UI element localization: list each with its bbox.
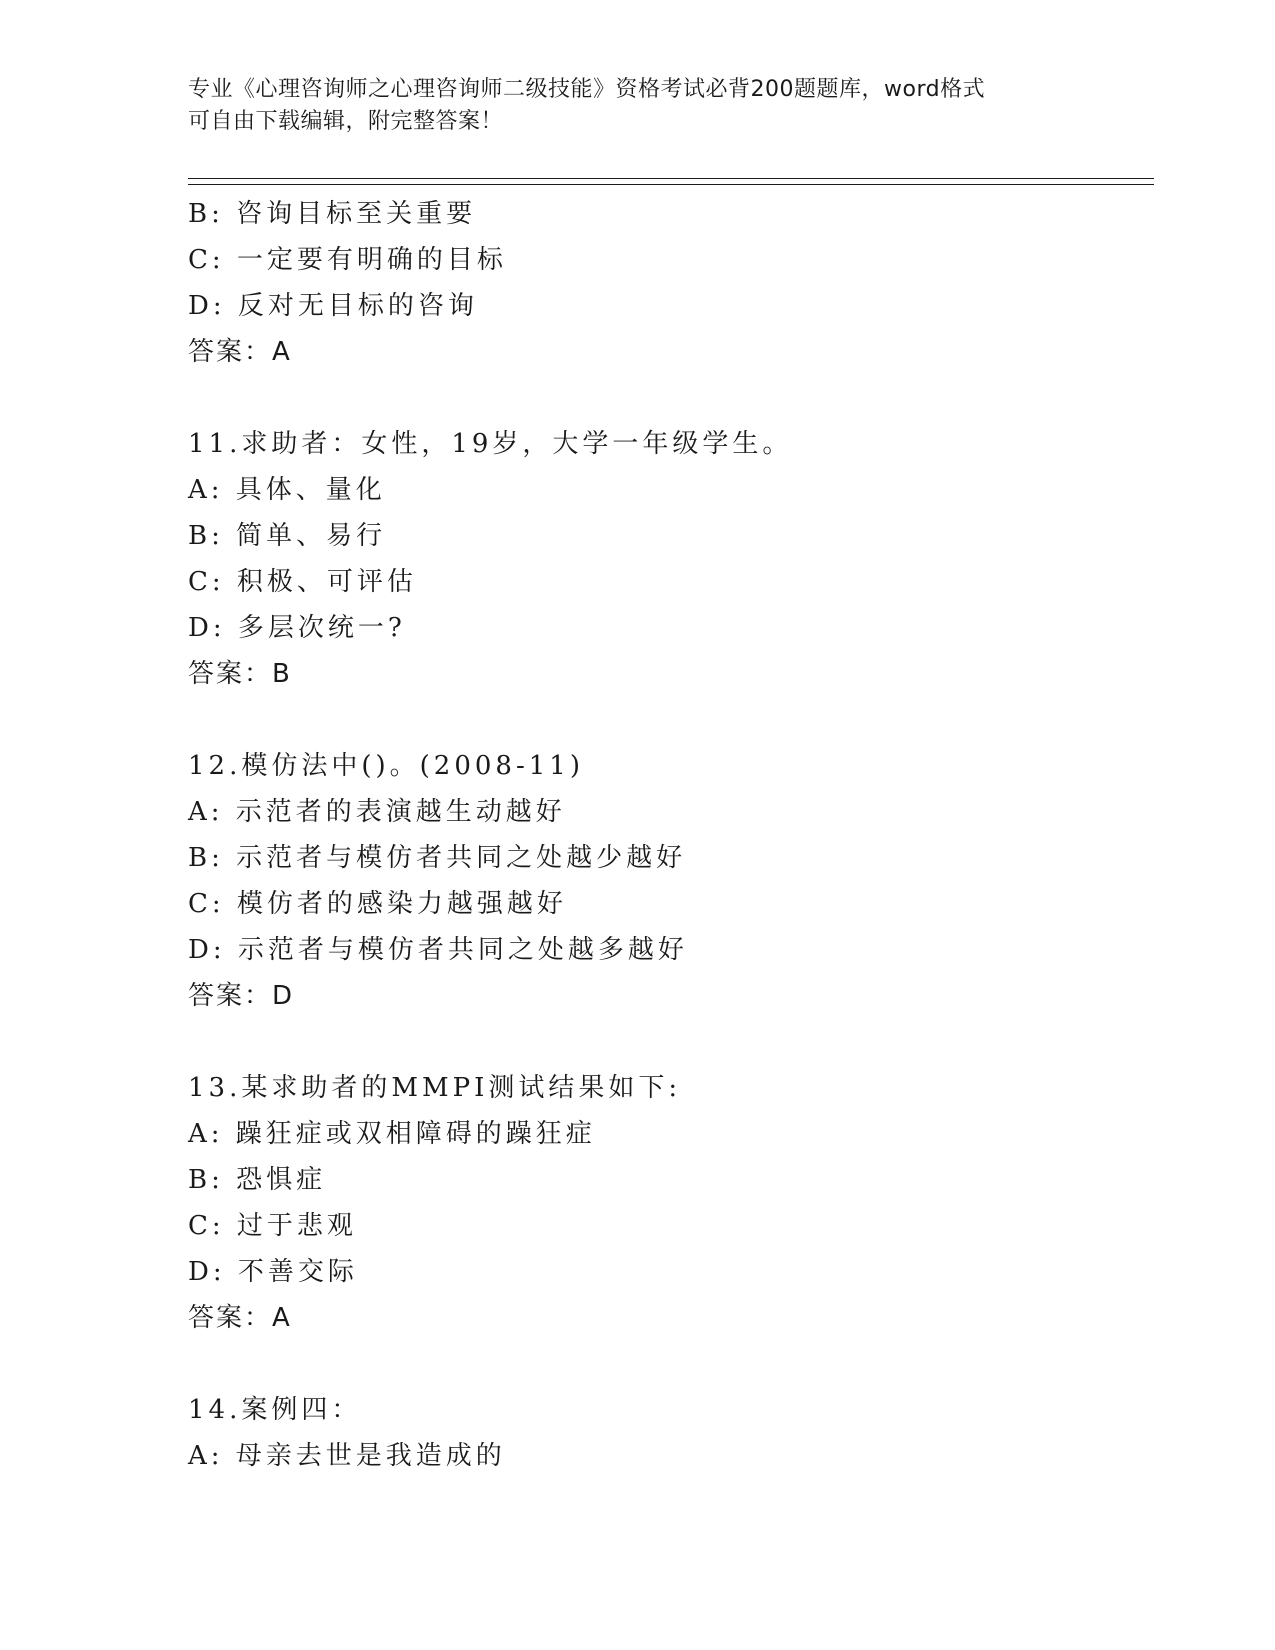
option-a: A: 示范者的表演越生动越好 <box>188 797 566 827</box>
document-header <box>188 74 1088 138</box>
question-12 <box>188 743 1088 1019</box>
answer-line: 答案：A <box>188 1303 292 1333</box>
question-fragment <box>188 191 1088 375</box>
option-a: A: 躁狂症或双相障碍的躁狂症 <box>188 1119 596 1149</box>
option-c: C: 过于悲观 <box>188 1211 357 1241</box>
question-stem: 13.某求助者的MMPI测试结果如下: <box>188 1073 682 1103</box>
question-stem: 11.求助者：女性，19岁，大学一年级学生。 <box>188 429 793 459</box>
header-title-line-2: 可自由下载编辑，附完整答案！ <box>188 109 504 134</box>
header-divider-bottom <box>188 184 1154 185</box>
option-d: D: 示范者与模仿者共同之处越多越好 <box>188 935 688 965</box>
option-d: D: 不善交际 <box>188 1257 358 1287</box>
option-d: D: 反对无目标的咨询 <box>188 291 478 321</box>
option-b: B: 简单、易行 <box>188 521 387 551</box>
question-stem: 14.案例四： <box>188 1395 362 1425</box>
question-stem: 12.模仿法中()。(2008-11) <box>188 751 584 781</box>
header-divider-top <box>188 178 1154 179</box>
option-d: D: 多层次统一? <box>188 613 406 643</box>
question-list <box>188 191 1088 1479</box>
answer-line: 答案：B <box>188 659 292 689</box>
spacer <box>188 375 1088 421</box>
option-a: A: 具体、量化 <box>188 475 386 505</box>
option-c: C: 积极、可评估 <box>188 567 417 597</box>
answer-line: 答案：A <box>188 337 292 367</box>
spacer <box>188 1019 1088 1065</box>
question-14 <box>188 1387 1088 1479</box>
answer-line: 答案：D <box>188 981 295 1011</box>
option-a: A: 母亲去世是我造成的 <box>188 1441 506 1471</box>
option-b: B: 示范者与模仿者共同之处越少越好 <box>188 843 687 873</box>
header-title-line-1: 专业《心理咨询师之心理咨询师二级技能》资格考试必背200题题库，word格式 <box>188 77 986 102</box>
option-b: B: 咨询目标至关重要 <box>188 199 477 229</box>
question-11 <box>188 421 1088 697</box>
spacer <box>188 1341 1088 1387</box>
option-c: C: 一定要有明确的目标 <box>188 245 507 275</box>
option-b: B: 恐惧症 <box>188 1165 327 1195</box>
spacer <box>188 697 1088 743</box>
option-c: C: 模仿者的感染力越强越好 <box>188 889 567 919</box>
question-13 <box>188 1065 1088 1341</box>
